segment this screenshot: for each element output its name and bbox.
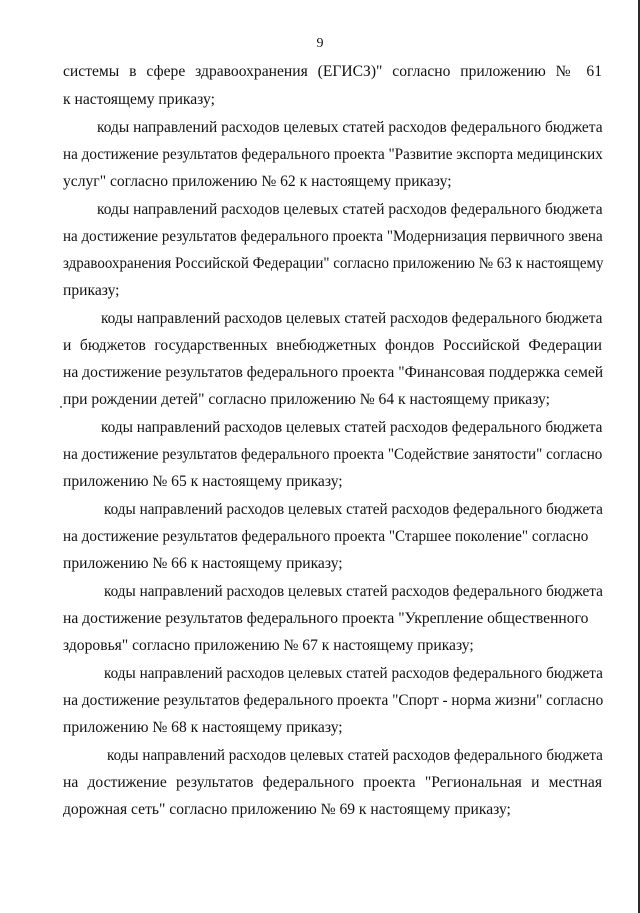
text-line: дорожная сеть" согласно приложению № 69 к настоящему приказу;: [63, 801, 511, 818]
text-line: приложению № 66 к настоящему приказу;: [63, 555, 343, 572]
text-line: на достижение результатов федерального проекта "Развитие экспорта медицинских: [63, 146, 603, 163]
text-line: на достижение результатов федерального проекта "Содействие занятости" согласно: [63, 446, 603, 463]
scan-speck: [60, 406, 62, 408]
text-line: на достижение результатов федерального проекта "Укрепление общественного: [63, 610, 589, 627]
text-line: коды направлений расходов целевых статей расходов федерального бюджета: [104, 583, 603, 600]
text-line: приказу;: [63, 282, 120, 299]
text-line: приложению № 68 к настоящему приказу;: [63, 719, 343, 736]
text-line: на достижение результатов федерального проекта "Старшее поколение" согласно: [63, 528, 589, 545]
text-line: здравоохранения Российской Федерации" согласно приложению № 63 к настоящему: [63, 255, 604, 272]
text-line: коды направлений расходов целевых статей расходов федерального бюджета: [101, 419, 603, 436]
text-line: на достижение результатов федерального проекта "Спорт - норма жизни" согласно: [63, 692, 604, 709]
text-line: коды направлений расходов целевых статей расходов федерального бюджета: [101, 310, 603, 327]
text-line: на достижение результатов федерального проекта "Региональная и местная: [63, 774, 602, 791]
text-line: коды направлений расходов целевых статей расходов федерального бюджета: [97, 201, 603, 218]
text-line: при рождении детей" согласно приложению № 64 к настоящему приказу;: [63, 391, 550, 408]
text-line: услуг" согласно приложению № 62 к настоящему приказу;: [63, 173, 452, 190]
text-line: здоровья" согласно приложению № 67 к настоящему приказу;: [63, 637, 474, 654]
text-line: и бюджетов государственных внебюджетных фондов Российской Федерации: [63, 337, 602, 354]
text-line: коды направлений расходов целевых статей расходов федерального бюджета: [97, 119, 603, 136]
text-line: коды направлений расходов целевых статей расходов федерального бюджета: [104, 501, 603, 518]
page-number: 9: [316, 36, 324, 51]
text-line: на достижение результатов федерального проекта "Модернизация первичного звена: [63, 228, 603, 245]
text-line: приложению № 65 к настоящему приказу;: [63, 473, 343, 490]
text-line: на достижение результатов федерального проекта "Финансовая поддержка семей: [63, 364, 604, 381]
text-line: коды направлений расходов целевых статей расходов федерального бюджета: [104, 665, 603, 682]
text-line: системы в сфере здравоохранения (ЕГИСЗ)" согласно приложению № 61: [63, 63, 602, 80]
text-line: к настоящему приказу;: [63, 91, 215, 108]
text-line: коды направлений расходов целевых статей расходов федерального бюджета: [107, 747, 603, 764]
